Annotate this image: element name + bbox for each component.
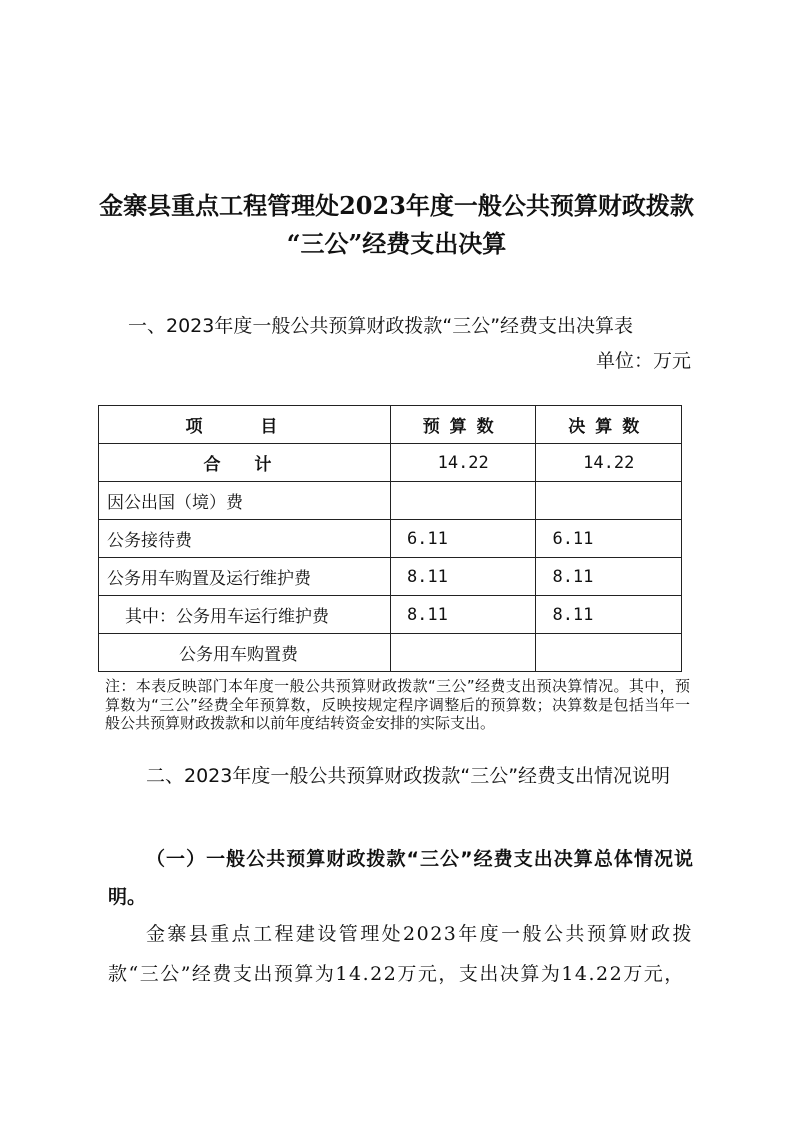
- three-public-expenses-table: [98, 405, 682, 672]
- row-vehicle-maintenance-budget: 8.11: [390, 596, 536, 634]
- row-vehicle-maintenance-final: 8.11: [536, 596, 682, 634]
- header-final: 决算数: [536, 406, 682, 444]
- section1-heading: 一、2023年度一般公共预算财政拨款“三公”经费支出决算表: [128, 315, 634, 337]
- row-total-budget: 14.22: [390, 444, 536, 482]
- row-overseas-item: 因公出国（境）费: [99, 482, 391, 520]
- row-vehicle-purchase-budget: [390, 634, 536, 672]
- table-row: [99, 634, 682, 672]
- header-item: 项 目: [99, 406, 391, 444]
- row-vehicle-maintenance-item: 其中：公务用车运行维护费: [99, 596, 391, 634]
- row-overseas-final: [536, 482, 682, 520]
- row-vehicle-purchase-item: 公务用车购置费: [99, 634, 391, 672]
- section2-body-paragraph: 金寨县重点工程建设管理处2023年度一般公共预算财政拨款“三公”经费支出预算为14.22万元，支出决算为14.22万元，: [108, 923, 693, 985]
- table-row: [99, 596, 682, 634]
- document-title-line2: “三公”经费支出决算: [286, 229, 507, 258]
- section2-heading: 二、2023年度一般公共预算财政拨款“三公”经费支出情况说明: [146, 765, 671, 787]
- table-header-row: [99, 406, 682, 444]
- row-reception-final: 6.11: [536, 520, 682, 558]
- header-budget: 预算数: [390, 406, 536, 444]
- section2-subheading-1: （一）一般公共预算财政拨款“三公”经费支出决算总体情况说明。: [108, 848, 693, 908]
- row-reception-item: 公务接待费: [99, 520, 391, 558]
- unit-label: 单位：万元: [595, 350, 691, 372]
- row-reception-budget: 6.11: [390, 520, 536, 558]
- row-vehicle-budget: 8.11: [390, 558, 536, 596]
- table-row: [99, 558, 682, 596]
- table-note: 注：本表反映部门本年度一般公共预算财政拨款“三公”经费支出预决算情况。其中，预算数为“三公”经费全年预算数，反映按规定程序调整后的预算数；决算数是包括当年一般公共预算财政拨款和以前年度结转资金安排的实际支出。: [105, 677, 690, 732]
- document-title-line1: 金寨县重点工程管理处2023年度一般公共预算财政拨款: [99, 191, 694, 220]
- row-total-item: 合 计: [99, 444, 391, 482]
- table-row: [99, 482, 682, 520]
- row-vehicle-purchase-final: [536, 634, 682, 672]
- table-row: [99, 444, 682, 482]
- row-vehicle-item: 公务用车购置及运行维护费: [99, 558, 391, 596]
- row-overseas-budget: [390, 482, 536, 520]
- row-vehicle-final: 8.11: [536, 558, 682, 596]
- table-row: [99, 520, 682, 558]
- row-total-final: 14.22: [536, 444, 682, 482]
